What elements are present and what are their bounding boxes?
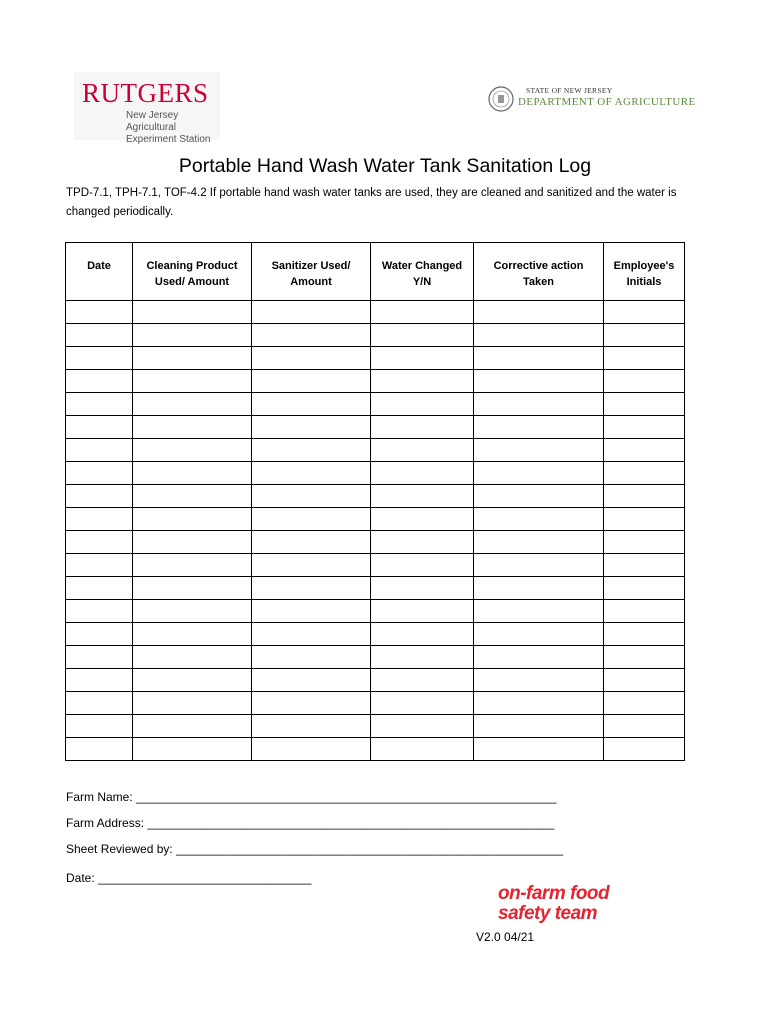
table-row (66, 485, 685, 508)
sheet-reviewed-field[interactable]: Sheet Reviewed by: __________________________________________________________ (66, 842, 564, 856)
sanitation-log-table (65, 242, 685, 761)
table-cell[interactable] (371, 715, 474, 738)
table-cell[interactable] (474, 531, 604, 554)
table-cell[interactable] (66, 301, 133, 324)
table-cell[interactable] (133, 715, 252, 738)
table-cell[interactable] (252, 623, 371, 646)
table-cell[interactable] (604, 508, 685, 531)
table-cell[interactable] (252, 715, 371, 738)
table-cell[interactable] (604, 554, 685, 577)
table-cell[interactable] (474, 646, 604, 669)
table-cell[interactable] (604, 692, 685, 715)
table-cell[interactable] (371, 485, 474, 508)
column-header-line2: Taken (523, 276, 554, 288)
table-cell[interactable] (371, 508, 474, 531)
table-cell[interactable] (371, 416, 474, 439)
table-cell[interactable] (474, 347, 604, 370)
table-row (66, 692, 685, 715)
column-header (604, 243, 685, 301)
table-cell[interactable] (371, 554, 474, 577)
table-cell[interactable] (66, 738, 133, 761)
table-cell[interactable] (252, 462, 371, 485)
table-cell[interactable] (66, 347, 133, 370)
table-cell[interactable] (66, 485, 133, 508)
table-cell[interactable] (604, 600, 685, 623)
table-cell[interactable] (133, 324, 252, 347)
column-header-line2: Initials (626, 276, 662, 288)
farm-name-field[interactable]: Farm Name: _______________________________________________________________ (66, 790, 557, 804)
table-cell[interactable] (66, 508, 133, 531)
table-row (66, 439, 685, 462)
column-header-line1: Water Changed (381, 260, 463, 272)
table-cell[interactable] (252, 416, 371, 439)
rutgers-logo (74, 72, 220, 145)
table-cell[interactable] (252, 669, 371, 692)
table-cell[interactable] (66, 554, 133, 577)
table-cell[interactable] (604, 462, 685, 485)
table-cell[interactable] (604, 324, 685, 347)
table-cell[interactable] (604, 646, 685, 669)
table-cell[interactable] (371, 531, 474, 554)
table-cell[interactable] (604, 715, 685, 738)
table-cell[interactable] (252, 370, 371, 393)
table-cell[interactable] (371, 393, 474, 416)
table-cell[interactable] (66, 577, 133, 600)
table-cell[interactable] (252, 485, 371, 508)
table-cell[interactable] (604, 393, 685, 416)
date-field[interactable]: Date: ________________________________ (66, 871, 312, 885)
table-row (66, 393, 685, 416)
column-header (371, 243, 474, 301)
table-row (66, 646, 685, 669)
table-cell[interactable] (133, 531, 252, 554)
table-row (66, 715, 685, 738)
table-cell[interactable] (474, 508, 604, 531)
table-cell[interactable] (474, 416, 604, 439)
table-cell[interactable] (371, 669, 474, 692)
table-cell[interactable] (66, 692, 133, 715)
table-cell[interactable] (474, 715, 604, 738)
column-header (252, 243, 371, 301)
on-farm-logo-line1: on-farm food (498, 883, 610, 904)
table-cell[interactable] (252, 347, 371, 370)
table-cell[interactable] (66, 600, 133, 623)
table-cell[interactable] (474, 577, 604, 600)
table-cell[interactable] (252, 439, 371, 462)
on-farm-logo-line2: safety team (498, 903, 598, 924)
table-cell[interactable] (604, 416, 685, 439)
table-row (66, 738, 685, 761)
nj-agriculture-logo (488, 86, 696, 114)
table-cell[interactable] (474, 623, 604, 646)
table-cell[interactable] (371, 347, 474, 370)
table-row (66, 324, 685, 347)
rutgers-wordmark: RUTGERS (82, 78, 209, 108)
table-row (66, 577, 685, 600)
table-cell[interactable] (604, 623, 685, 646)
table-cell[interactable] (252, 554, 371, 577)
table-cell[interactable] (133, 508, 252, 531)
table-cell[interactable] (371, 600, 474, 623)
table-cell[interactable] (371, 439, 474, 462)
table-cell[interactable] (252, 508, 371, 531)
table-cell[interactable] (604, 738, 685, 761)
table-cell[interactable] (133, 301, 252, 324)
column-header-line1: Sanitizer Used/ (271, 260, 351, 272)
table-cell[interactable] (133, 577, 252, 600)
rutgers-subtitle (126, 110, 220, 146)
column-header-line2: Amount (290, 276, 332, 288)
table-cell[interactable] (252, 600, 371, 623)
version-label: V2.0 04/21 (476, 930, 535, 944)
table-cell[interactable] (133, 646, 252, 669)
table-row (66, 623, 685, 646)
table-cell[interactable] (474, 692, 604, 715)
table-cell[interactable] (133, 669, 252, 692)
table-cell[interactable] (252, 738, 371, 761)
table-cell[interactable] (133, 692, 252, 715)
table-cell[interactable] (133, 439, 252, 462)
table-cell[interactable] (133, 416, 252, 439)
table-cell[interactable] (252, 301, 371, 324)
table-cell[interactable] (371, 577, 474, 600)
table-cell[interactable] (474, 370, 604, 393)
table-row (66, 508, 685, 531)
column-header-line2: Used/ Amount (154, 276, 230, 288)
table-cell[interactable] (252, 393, 371, 416)
table-cell[interactable] (133, 462, 252, 485)
table-cell[interactable] (252, 646, 371, 669)
table-cell[interactable] (133, 485, 252, 508)
column-header-line1: Cleaning Product (146, 260, 238, 272)
table-cell[interactable] (474, 324, 604, 347)
column-header-line2: Y/N (412, 276, 432, 288)
table-cell[interactable] (604, 347, 685, 370)
table-cell[interactable] (133, 393, 252, 416)
page-title: Portable Hand Wash Water Tank Sanitation Log (178, 155, 592, 177)
column-header-line1: Date (87, 260, 111, 272)
table-row (66, 370, 685, 393)
table-cell[interactable] (474, 485, 604, 508)
table-cell[interactable] (604, 301, 685, 324)
table-row (66, 462, 685, 485)
table-cell[interactable] (66, 324, 133, 347)
table-cell[interactable] (133, 600, 252, 623)
table-cell[interactable] (133, 554, 252, 577)
table-cell[interactable] (604, 485, 685, 508)
nj-seal-icon (488, 86, 514, 112)
intro-text: TPD-7.1, TPH-7.1, TOF-4.2 If portable hand wash water tanks are used, they are cleaned and sanitized and the water is changed periodically. (66, 187, 677, 218)
table-cell[interactable] (371, 462, 474, 485)
table-cell[interactable] (604, 577, 685, 600)
nj-state-text: STATE OF NEW JERSEY (526, 86, 613, 95)
table-cell[interactable] (66, 393, 133, 416)
table-cell[interactable] (66, 531, 133, 554)
nj-department-text: DEPARTMENT OF AGRICULTURE (518, 96, 696, 108)
table-cell[interactable] (474, 301, 604, 324)
table-cell[interactable] (474, 669, 604, 692)
table-row (66, 554, 685, 577)
table-cell[interactable] (66, 416, 133, 439)
table-cell[interactable] (474, 738, 604, 761)
table-row (66, 347, 685, 370)
table-row (66, 416, 685, 439)
column-header-line1: Employee's (613, 260, 675, 272)
table-cell[interactable] (133, 738, 252, 761)
table-cell[interactable] (252, 692, 371, 715)
table-cell[interactable] (133, 347, 252, 370)
column-header (474, 243, 604, 301)
table-row (66, 531, 685, 554)
table-cell[interactable] (66, 370, 133, 393)
table-body (66, 301, 685, 761)
table-cell[interactable] (474, 439, 604, 462)
table-cell[interactable] (604, 370, 685, 393)
table-cell[interactable] (371, 301, 474, 324)
table-cell[interactable] (474, 393, 604, 416)
table-cell[interactable] (371, 324, 474, 347)
table-cell[interactable] (66, 715, 133, 738)
table-cell[interactable] (252, 324, 371, 347)
rutgers-subtitle-line1: New Jersey Agricultural (126, 110, 179, 133)
table-cell[interactable] (371, 692, 474, 715)
table-cell[interactable] (252, 577, 371, 600)
table-cell[interactable] (371, 370, 474, 393)
table-cell[interactable] (66, 623, 133, 646)
table-cell[interactable] (604, 669, 685, 692)
table-cell[interactable] (66, 669, 133, 692)
table-cell[interactable] (474, 554, 604, 577)
table-cell[interactable] (371, 738, 474, 761)
rutgers-subtitle-line2: Experiment Station (126, 134, 211, 145)
table-header-row (66, 243, 685, 301)
table-cell[interactable] (133, 623, 252, 646)
table-cell[interactable] (474, 462, 604, 485)
table-cell[interactable] (604, 439, 685, 462)
table-cell[interactable] (66, 439, 133, 462)
column-header-line1: Corrective action (493, 260, 584, 272)
table-cell[interactable] (371, 646, 474, 669)
column-header (133, 243, 252, 301)
column-header (66, 243, 133, 301)
table-cell[interactable] (66, 646, 133, 669)
table-cell[interactable] (133, 370, 252, 393)
table-cell[interactable] (66, 462, 133, 485)
table-cell[interactable] (604, 531, 685, 554)
table-cell[interactable] (252, 531, 371, 554)
table-cell[interactable] (371, 623, 474, 646)
table-row (66, 600, 685, 623)
table-row (66, 669, 685, 692)
table-cell[interactable] (474, 600, 604, 623)
table-row (66, 301, 685, 324)
on-farm-food-safety-logo (498, 884, 609, 924)
farm-address-field[interactable]: Farm Address: _____________________________________________________________ (66, 816, 555, 830)
